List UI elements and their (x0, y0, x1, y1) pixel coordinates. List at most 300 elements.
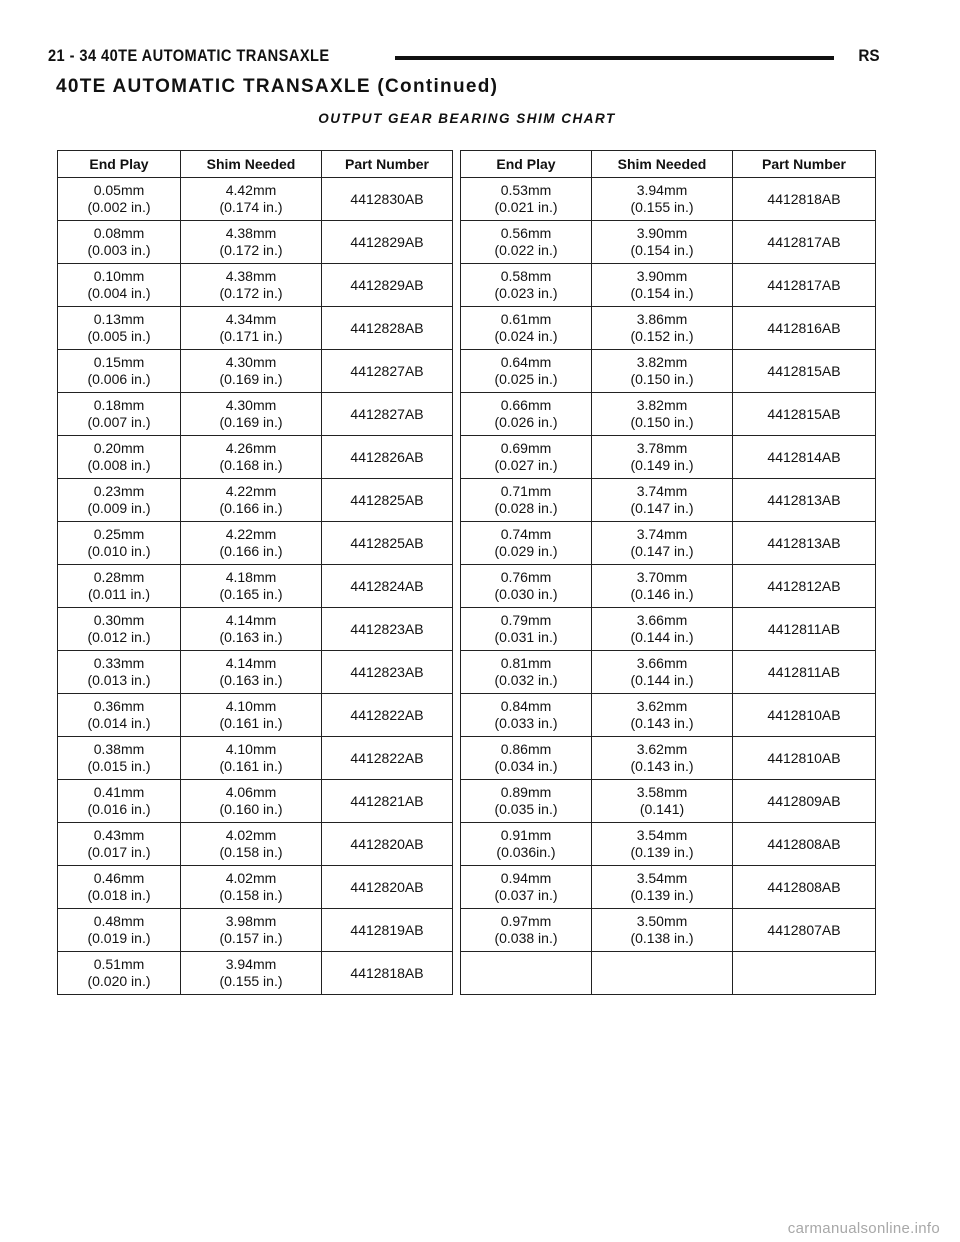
end-play-cell-in: (0.017 in.) (87, 844, 151, 860)
shim-needed-cell (181, 608, 322, 651)
shim-needed-cell-mm: 3.82mm (636, 397, 688, 413)
shim-needed-cell (181, 178, 322, 221)
shim-needed-cell (592, 952, 733, 995)
part-number-cell: 4412811AB (733, 608, 876, 651)
end-play-cell-in: (0.007 in.) (87, 414, 151, 430)
shim-needed-cell-in: (0.147 in.) (630, 500, 694, 516)
end-play-cell-mm: 0.64mm (500, 354, 552, 370)
end-play-cell (58, 694, 181, 737)
shim-needed-cell-in: (0.152 in.) (630, 328, 694, 344)
shim-needed-cell-in: (0.139 in.) (630, 887, 694, 903)
end-play-cell (58, 393, 181, 436)
end-play-cell-mm: 0.28mm (93, 569, 145, 585)
end-play-cell (58, 479, 181, 522)
shim-needed-cell-mm: 3.70mm (636, 569, 688, 585)
end-play-cell (461, 436, 592, 479)
end-play-cell-in: (0.012 in.) (87, 629, 151, 645)
table-row (58, 952, 876, 995)
part-number-cell: 4412810AB (733, 737, 876, 780)
shim-needed-cell-in: (0.150 in.) (630, 371, 694, 387)
shim-needed-cell-mm: 3.62mm (636, 741, 688, 757)
shim-needed-cell (592, 608, 733, 651)
part-number-cell: 4412830AB (322, 178, 453, 221)
end-play-cell-in: (0.037 in.) (494, 887, 558, 903)
shim-needed-cell-mm: 4.10mm (225, 698, 277, 714)
shim-needed-cell-mm: 4.26mm (225, 440, 277, 456)
end-play-cell (461, 952, 592, 995)
model-code: RS (858, 46, 880, 65)
part-number-cell: 4412813AB (733, 479, 876, 522)
column-divider (453, 151, 461, 178)
end-play-cell-mm: 0.13mm (93, 311, 145, 327)
shim-needed-cell-mm: 4.30mm (225, 354, 277, 370)
column-divider (453, 565, 461, 608)
shim-needed-cell (181, 694, 322, 737)
shim-needed-cell-in: (0.160 in.) (219, 801, 283, 817)
end-play-cell (461, 737, 592, 780)
end-play-cell (461, 823, 592, 866)
shim-needed-cell-mm: 3.74mm (636, 526, 688, 542)
part-number-cell: 4412813AB (733, 522, 876, 565)
part-number-cell: 4412819AB (322, 909, 453, 952)
part-number-cell: 4412827AB (322, 350, 453, 393)
shim-needed-cell (592, 479, 733, 522)
shim-needed-cell-in: (0.150 in.) (630, 414, 694, 430)
end-play-cell (461, 264, 592, 307)
shim-needed-cell-mm: 3.90mm (636, 268, 688, 284)
table-row (58, 651, 876, 694)
shim-needed-cell (592, 221, 733, 264)
part-number-cell: 4412823AB (322, 651, 453, 694)
end-play-cell-in: (0.006 in.) (87, 371, 151, 387)
part-number-cell: 4412815AB (733, 393, 876, 436)
shim-needed-cell (592, 823, 733, 866)
end-play-cell-in: (0.025 in.) (494, 371, 558, 387)
shim-needed-cell (181, 264, 322, 307)
end-play-cell-in: (0.008 in.) (87, 457, 151, 473)
shim-needed-cell (181, 436, 322, 479)
end-play-cell-in: (0.022 in.) (494, 242, 558, 258)
table-row (58, 264, 876, 307)
end-play-cell-mm: 0.10mm (93, 268, 145, 284)
end-play-cell (58, 436, 181, 479)
page-number-label: 21 - 34 40TE AUTOMATIC TRANSAXLE (48, 46, 330, 65)
shim-needed-cell (592, 909, 733, 952)
shim-needed-cell (181, 522, 322, 565)
table-body (58, 178, 876, 995)
end-play-cell (461, 565, 592, 608)
end-play-cell-mm: 0.69mm (500, 440, 552, 456)
shim-needed-cell (592, 264, 733, 307)
watermark: carmanualsonline.info (787, 1220, 940, 1237)
shim-needed-cell-in: (0.155 in.) (630, 199, 694, 215)
shim-needed-cell-in: (0.149 in.) (630, 457, 694, 473)
column-divider (453, 479, 461, 522)
end-play-cell-mm: 0.94mm (500, 870, 552, 886)
shim-needed-cell-in: (0.146 in.) (630, 586, 694, 602)
shim-needed-cell-mm: 4.14mm (225, 655, 277, 671)
shim-needed-cell (592, 393, 733, 436)
end-play-cell (58, 651, 181, 694)
part-number-cell: 4412818AB (733, 178, 876, 221)
end-play-cell-mm: 0.38mm (93, 741, 145, 757)
shim-needed-cell-mm: 3.54mm (636, 827, 688, 843)
shim-needed-cell-mm: 4.14mm (225, 612, 277, 628)
shim-needed-cell-in: (0.174 in.) (219, 199, 283, 215)
end-play-cell-in: (0.005 in.) (87, 328, 151, 344)
table-header-row (58, 151, 876, 178)
end-play-cell-in: (0.019 in.) (87, 930, 151, 946)
end-play-cell-mm: 0.51mm (93, 956, 145, 972)
column-header: Shim Needed (592, 151, 733, 178)
shim-needed-cell-mm: 4.06mm (225, 784, 277, 800)
header-rule (395, 56, 834, 60)
shim-needed-cell-in: (0.169 in.) (219, 371, 283, 387)
shim-needed-cell-mm: 4.38mm (225, 268, 277, 284)
end-play-cell (461, 608, 592, 651)
shim-needed-cell (181, 866, 322, 909)
part-number-cell: 4412807AB (733, 909, 876, 952)
part-number-cell: 4412825AB (322, 522, 453, 565)
column-divider (453, 436, 461, 479)
end-play-cell-in: (0.028 in.) (494, 500, 558, 516)
end-play-cell-in: (0.036in.) (496, 844, 556, 860)
column-divider (453, 608, 461, 651)
end-play-cell-in: (0.024 in.) (494, 328, 558, 344)
shim-needed-cell-in: (0.166 in.) (219, 543, 283, 559)
shim-needed-cell (181, 651, 322, 694)
shim-needed-cell-in: (0.172 in.) (219, 242, 283, 258)
end-play-cell-mm: 0.61mm (500, 311, 552, 327)
shim-needed-cell-mm: 3.54mm (636, 870, 688, 886)
table-row (58, 608, 876, 651)
end-play-cell (58, 952, 181, 995)
shim-needed-cell (592, 565, 733, 608)
end-play-cell-in: (0.003 in.) (87, 242, 151, 258)
end-play-cell-mm: 0.43mm (93, 827, 145, 843)
end-play-cell-mm: 0.56mm (500, 225, 552, 241)
shim-needed-cell-mm: 3.66mm (636, 655, 688, 671)
shim-needed-cell (592, 522, 733, 565)
end-play-cell (58, 178, 181, 221)
section-title: 40TE AUTOMATIC TRANSAXLE (Continued) (56, 76, 499, 97)
end-play-cell-mm: 0.15mm (93, 354, 145, 370)
end-play-cell (461, 350, 592, 393)
table-row (58, 178, 876, 221)
part-number-cell: 4412812AB (733, 565, 876, 608)
end-play-cell-in: (0.016 in.) (87, 801, 151, 817)
end-play-cell-in: (0.014 in.) (87, 715, 151, 731)
shim-needed-cell-in: (0.171 in.) (219, 328, 283, 344)
shim-needed-cell-mm: 3.82mm (636, 354, 688, 370)
part-number-cell: 4412822AB (322, 694, 453, 737)
column-divider (453, 221, 461, 264)
shim-needed-cell-in: (0.163 in.) (219, 629, 283, 645)
end-play-cell-in: (0.018 in.) (87, 887, 151, 903)
table-row (58, 823, 876, 866)
end-play-cell-in: (0.009 in.) (87, 500, 151, 516)
end-play-cell-in: (0.013 in.) (87, 672, 151, 688)
column-divider (453, 307, 461, 350)
part-number-cell: 4412825AB (322, 479, 453, 522)
part-number-cell: 4412827AB (322, 393, 453, 436)
end-play-cell (58, 307, 181, 350)
shim-needed-cell-in: (0.141) (639, 801, 685, 817)
part-number-cell: 4412820AB (322, 866, 453, 909)
shim-needed-cell (181, 952, 322, 995)
end-play-cell-mm: 0.84mm (500, 698, 552, 714)
end-play-cell-in: (0.032 in.) (494, 672, 558, 688)
table-row (58, 436, 876, 479)
shim-needed-cell-in: (0.139 in.) (630, 844, 694, 860)
end-play-cell (58, 608, 181, 651)
shim-needed-cell-in: (0.143 in.) (630, 715, 694, 731)
end-play-cell-in: (0.038 in.) (494, 930, 558, 946)
column-divider (453, 952, 461, 995)
shim-needed-cell-mm: 3.90mm (636, 225, 688, 241)
shim-needed-cell-mm: 3.94mm (636, 182, 688, 198)
part-number-cell: 4412808AB (733, 823, 876, 866)
part-number-cell: 4412823AB (322, 608, 453, 651)
shim-needed-cell-mm: 4.38mm (225, 225, 277, 241)
end-play-cell-mm: 0.30mm (93, 612, 145, 628)
shim-needed-cell (181, 479, 322, 522)
shim-needed-cell-in: (0.138 in.) (630, 930, 694, 946)
shim-needed-cell (592, 866, 733, 909)
end-play-cell-mm: 0.97mm (500, 913, 552, 929)
shim-needed-cell-in: (0.161 in.) (219, 715, 283, 731)
part-number-cell (733, 952, 876, 995)
table-row (58, 737, 876, 780)
part-number-cell: 4412814AB (733, 436, 876, 479)
column-header: Part Number (733, 151, 876, 178)
shim-needed-cell (592, 737, 733, 780)
table-row (58, 479, 876, 522)
end-play-cell-in: (0.011 in.) (88, 586, 150, 602)
end-play-cell (461, 393, 592, 436)
table-row (58, 221, 876, 264)
part-number-cell: 4412810AB (733, 694, 876, 737)
end-play-cell (461, 178, 592, 221)
end-play-cell (461, 307, 592, 350)
end-play-cell-mm: 0.05mm (93, 182, 145, 198)
shim-needed-cell-in: (0.169 in.) (219, 414, 283, 430)
shim-needed-cell (181, 737, 322, 780)
end-play-cell-in: (0.004 in.) (87, 285, 151, 301)
column-header: End Play (461, 151, 592, 178)
end-play-cell-mm: 0.81mm (500, 655, 552, 671)
shim-needed-cell-in: (0.161 in.) (219, 758, 283, 774)
end-play-cell-mm: 0.46mm (93, 870, 145, 886)
column-header: End Play (58, 151, 181, 178)
end-play-cell-mm: 0.41mm (93, 784, 145, 800)
end-play-cell (461, 909, 592, 952)
end-play-cell (58, 221, 181, 264)
shim-needed-cell (181, 307, 322, 350)
shim-needed-cell-mm: 4.10mm (225, 741, 277, 757)
part-number-cell: 4412824AB (322, 565, 453, 608)
end-play-cell (58, 264, 181, 307)
end-play-cell-in: (0.033 in.) (494, 715, 558, 731)
shim-needed-cell (181, 565, 322, 608)
shim-needed-cell-in: (0.165 in.) (219, 586, 283, 602)
end-play-cell (461, 866, 592, 909)
column-header: Shim Needed (181, 151, 322, 178)
shim-needed-cell-mm: 3.78mm (636, 440, 688, 456)
part-number-cell: 4412828AB (322, 307, 453, 350)
table-row (58, 350, 876, 393)
shim-needed-cell-in: (0.168 in.) (219, 457, 283, 473)
end-play-cell-mm: 0.48mm (93, 913, 145, 929)
end-play-cell-mm: 0.71mm (500, 483, 552, 499)
shim-needed-cell-in: (0.172 in.) (219, 285, 283, 301)
shim-needed-cell-mm: 3.50mm (636, 913, 688, 929)
shim-needed-cell (181, 909, 322, 952)
end-play-cell-mm: 0.36mm (93, 698, 145, 714)
end-play-cell-mm: 0.33mm (93, 655, 145, 671)
table-row (58, 565, 876, 608)
end-play-cell-mm: 0.18mm (93, 397, 145, 413)
end-play-cell-in: (0.029 in.) (494, 543, 558, 559)
part-number-cell: 4412821AB (322, 780, 453, 823)
shim-needed-cell-mm: 4.02mm (225, 870, 277, 886)
column-divider (453, 522, 461, 565)
end-play-cell-in: (0.023 in.) (494, 285, 558, 301)
part-number-cell: 4412815AB (733, 350, 876, 393)
end-play-cell-in: (0.027 in.) (494, 457, 558, 473)
end-play-cell-mm: 0.66mm (500, 397, 552, 413)
table-row (58, 307, 876, 350)
end-play-cell-mm: 0.20mm (93, 440, 145, 456)
end-play-cell (58, 522, 181, 565)
end-play-cell-mm: 0.79mm (500, 612, 552, 628)
shim-needed-cell-in: (0.143 in.) (630, 758, 694, 774)
shim-needed-cell (592, 780, 733, 823)
column-divider (453, 178, 461, 221)
column-divider (453, 823, 461, 866)
shim-needed-cell (592, 350, 733, 393)
shim-needed-cell-in: (0.144 in.) (630, 672, 694, 688)
end-play-cell-mm: 0.91mm (500, 827, 552, 843)
shim-needed-cell (592, 178, 733, 221)
end-play-cell (461, 694, 592, 737)
column-header: Part Number (322, 151, 453, 178)
shim-needed-cell (592, 436, 733, 479)
column-divider (453, 780, 461, 823)
part-number-cell: 4412816AB (733, 307, 876, 350)
end-play-cell (461, 780, 592, 823)
table-row (58, 866, 876, 909)
shim-needed-cell-mm: 3.94mm (225, 956, 277, 972)
column-divider (453, 350, 461, 393)
end-play-cell (58, 350, 181, 393)
shim-chart-table (57, 150, 876, 995)
shim-needed-cell-mm: 3.74mm (636, 483, 688, 499)
shim-needed-cell (181, 221, 322, 264)
shim-needed-cell-in: (0.155 in.) (219, 973, 283, 989)
end-play-cell-mm: 0.23mm (93, 483, 145, 499)
shim-needed-cell-in: (0.147 in.) (630, 543, 694, 559)
end-play-cell (58, 780, 181, 823)
part-number-cell: 4412808AB (733, 866, 876, 909)
end-play-cell-in: (0.015 in.) (87, 758, 151, 774)
shim-needed-cell-in: (0.158 in.) (219, 844, 283, 860)
shim-needed-cell-mm: 4.34mm (225, 311, 277, 327)
shim-needed-cell (592, 694, 733, 737)
part-number-cell: 4412820AB (322, 823, 453, 866)
table-row (58, 694, 876, 737)
end-play-cell-mm: 0.89mm (500, 784, 552, 800)
shim-needed-cell-in: (0.154 in.) (630, 285, 694, 301)
column-divider (453, 393, 461, 436)
end-play-cell-in: (0.031 in.) (494, 629, 558, 645)
table-row (58, 909, 876, 952)
end-play-cell-mm: 0.86mm (500, 741, 552, 757)
end-play-cell (461, 522, 592, 565)
table-row (58, 780, 876, 823)
shim-needed-cell-mm: 3.86mm (636, 311, 688, 327)
end-play-cell-in: (0.035 in.) (494, 801, 558, 817)
column-divider (453, 866, 461, 909)
shim-needed-cell (181, 350, 322, 393)
part-number-cell: 4412809AB (733, 780, 876, 823)
shim-needed-cell-mm: 3.58mm (636, 784, 688, 800)
shim-needed-cell-mm: 4.42mm (225, 182, 277, 198)
part-number-cell: 4412818AB (322, 952, 453, 995)
end-play-cell (58, 909, 181, 952)
shim-needed-cell-mm: 4.18mm (225, 569, 277, 585)
part-number-cell: 4412829AB (322, 264, 453, 307)
end-play-cell (58, 565, 181, 608)
end-play-cell-mm: 0.53mm (500, 182, 552, 198)
shim-needed-cell-mm: 4.02mm (225, 827, 277, 843)
column-divider (453, 694, 461, 737)
end-play-cell-mm: 0.25mm (93, 526, 145, 542)
end-play-cell (461, 221, 592, 264)
part-number-cell: 4412826AB (322, 436, 453, 479)
shim-needed-cell (592, 651, 733, 694)
shim-needed-cell-in: (0.163 in.) (219, 672, 283, 688)
shim-needed-cell-mm: 4.22mm (225, 526, 277, 542)
end-play-cell-in: (0.010 in.) (87, 543, 151, 559)
column-divider (453, 909, 461, 952)
shim-needed-cell-in: (0.157 in.) (219, 930, 283, 946)
end-play-cell-mm: 0.74mm (500, 526, 552, 542)
part-number-cell: 4412817AB (733, 264, 876, 307)
end-play-cell-mm: 0.58mm (500, 268, 552, 284)
shim-needed-cell-mm: 4.22mm (225, 483, 277, 499)
shim-needed-cell (181, 780, 322, 823)
end-play-cell (461, 651, 592, 694)
shim-needed-cell-mm: 3.66mm (636, 612, 688, 628)
part-number-cell: 4412817AB (733, 221, 876, 264)
shim-needed-cell-mm: 4.30mm (225, 397, 277, 413)
end-play-cell-mm: 0.76mm (500, 569, 552, 585)
shim-needed-cell-in: (0.154 in.) (630, 242, 694, 258)
shim-needed-cell-mm: 3.98mm (225, 913, 277, 929)
column-divider (453, 651, 461, 694)
shim-needed-cell (592, 307, 733, 350)
shim-needed-cell-in: (0.144 in.) (630, 629, 694, 645)
end-play-cell-mm: 0.08mm (93, 225, 145, 241)
end-play-cell (58, 737, 181, 780)
end-play-cell-in: (0.021 in.) (494, 199, 558, 215)
part-number-cell: 4412822AB (322, 737, 453, 780)
end-play-cell (58, 866, 181, 909)
end-play-cell-in: (0.030 in.) (494, 586, 558, 602)
shim-needed-cell (181, 823, 322, 866)
table-row (58, 522, 876, 565)
